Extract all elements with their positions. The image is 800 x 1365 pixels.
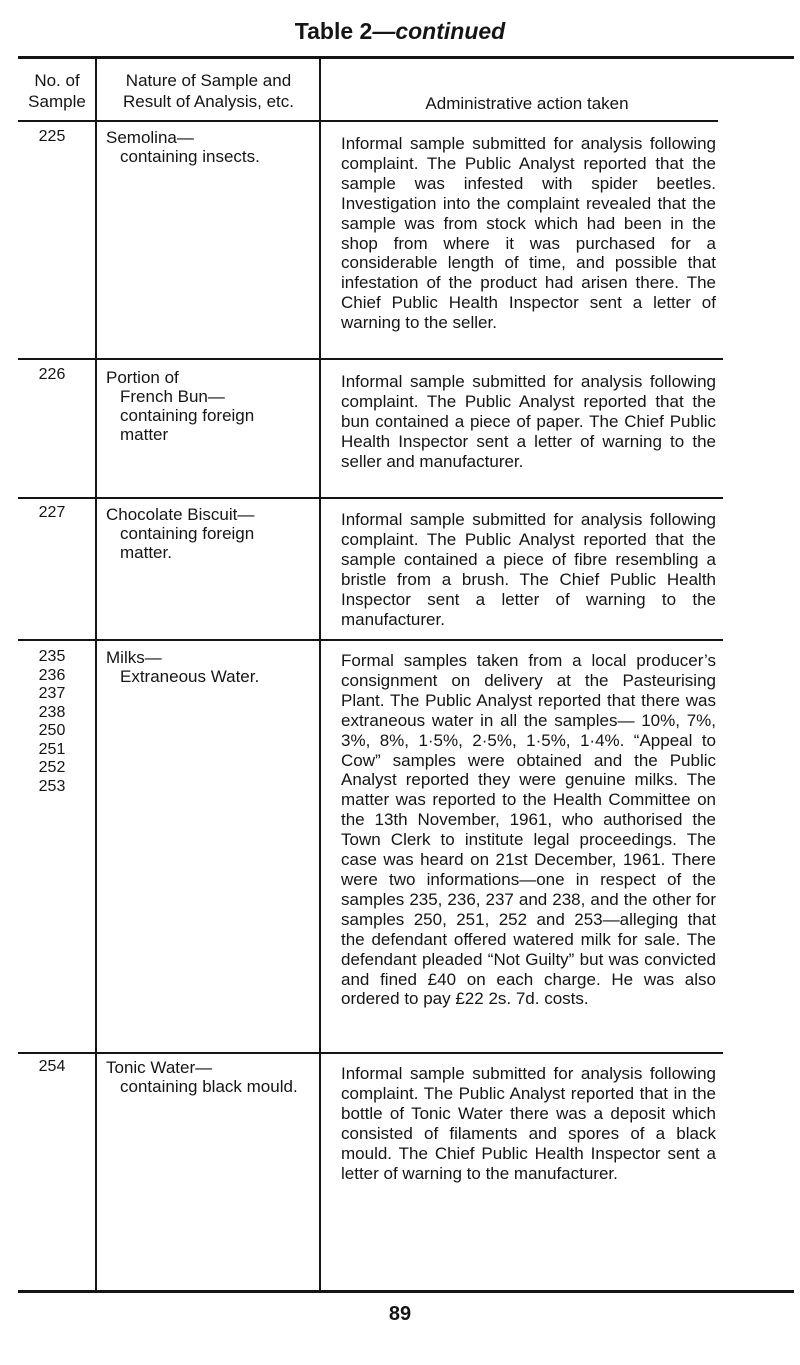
sample-nature [106,1058,306,1096]
sample-number-value: 253 [38,777,66,795]
administrative-action: Formal samples taken from a local producer’s consignment on delivery at the Pasteurising Plant. The Public Analyst reported that there was extraneous water in all the samples— 10%, 7%, 3%, 8%, 1·5%, 2·5%, 1·5%, 1·4%. “Appeal to Cow” samples were obtained and the Public Analyst reported they were genuine milks. The matter was reported to the Health Committee on the 13th November, 1961, who authorised the Town Clerk to institute legal proceedings. The case was heard on 21st December, 1961. There were two informations—one in respect of the samples 235, 236, 237 and 238, and the other for samples 250, 251, 252 and 253—alleging that the defendant offered watered milk for sale. The defendant pleaded “Not Guilty” but was convicted and fined £40 on each charge. He was also ordered to pay £22 2s. 7d. costs. [341,651,716,1009]
sample-number-value: 235 [38,648,66,665]
sample-nature-name: Portion of [106,368,179,387]
administrative-action: Informal sample submitted for analysis following complaint. The Public Analyst reported that the bun contained a piece of paper. The Chief Public Health Inspector sent a letter of warning to the seller and manufacturer. [341,372,716,471]
row-separator-2 [18,497,723,499]
header-nature-line2: Result of Analysis, etc. [122,92,295,111]
administrative-action: Informal sample submitted for analysis following complaint. The Public Analyst reported that the sample was infested with spider beetles. Investigation into the complaint revealed that the sample was from stock which had been in the shop from where it was purchased for a considerable length of time, and possible that infestation of the product had arisen there. The Chief Public Health Inspector sent a letter of warning to the seller. [341,134,716,333]
sample-nature-name: Tonic Water— [106,1058,213,1077]
sample-nature-result: containing black mould. [120,1077,298,1096]
sample-nature [106,368,306,444]
sample-number-list [24,648,80,796]
column-divider-2 [319,59,321,1290]
table-title-suffix: —continued [372,18,506,44]
sample-number [24,128,80,147]
sample-number-value: 225 [38,128,66,145]
sample-number-value: 252 [38,759,66,776]
sample-nature [106,128,306,166]
sample-number-value: 238 [38,703,66,721]
sample-number [24,504,80,523]
table-title-main: Table 2 [294,18,373,44]
header-no-line1: No. of [34,71,80,90]
table-title [0,18,800,45]
sample-nature [106,505,306,562]
administrative-action: Informal sample submitted for analysis following complaint. The Public Analyst reported that the sample contained a piece of fibre resembling a bristle from a brush. The Chief Public Health Inspector sent a letter of warning to the manufacturer. [341,510,716,629]
sample-nature-result: Extraneous Water. [120,667,260,686]
sample-number-value: 250 [38,722,66,739]
page-number: 89 [388,1303,412,1325]
sample-nature-result: containing insects. [120,147,260,166]
sample-number [24,366,80,385]
sample-number-value: 236 [38,666,66,684]
header-nature [100,70,317,112]
sample-nature-result: containing foreign matter. [120,524,255,562]
row-separator-1 [18,358,723,360]
sample-number-value: 226 [38,366,66,383]
sample-number [24,1058,80,1077]
sample-nature-name: Milks— [106,648,162,667]
column-divider-1 [95,59,97,1290]
sample-number-value: 227 [38,504,66,521]
administrative-action: Informal sample submitted for analysis following complaint. The Public Analyst reported that in the bottle of Tonic Water there was a deposit which consisted of filaments and spores of a black mould. The Chief Public Health Inspector sent a letter of warning to the manufacturer. [341,1064,716,1183]
header-nature-line1: Nature of Sample and [125,71,292,90]
row-separator-4 [18,1052,723,1054]
header-action-label: Administrative action taken [425,94,629,113]
header-separator [18,120,718,122]
row-separator-3 [18,639,723,641]
header-no-of-sample [22,70,92,112]
sample-nature-result: French Bun— containing foreign matter [120,387,255,444]
sample-nature [106,648,306,686]
sample-number-value: 251 [38,740,66,758]
top-rule [18,56,794,59]
sample-number-value: 237 [38,685,66,702]
sample-nature-name: Chocolate Biscuit— [106,505,255,524]
sample-number-value: 254 [38,1058,66,1075]
header-action [322,93,732,114]
sample-nature-name: Semolina— [106,128,194,147]
header-no-line2: Sample [28,92,86,111]
bottom-rule [18,1290,794,1293]
